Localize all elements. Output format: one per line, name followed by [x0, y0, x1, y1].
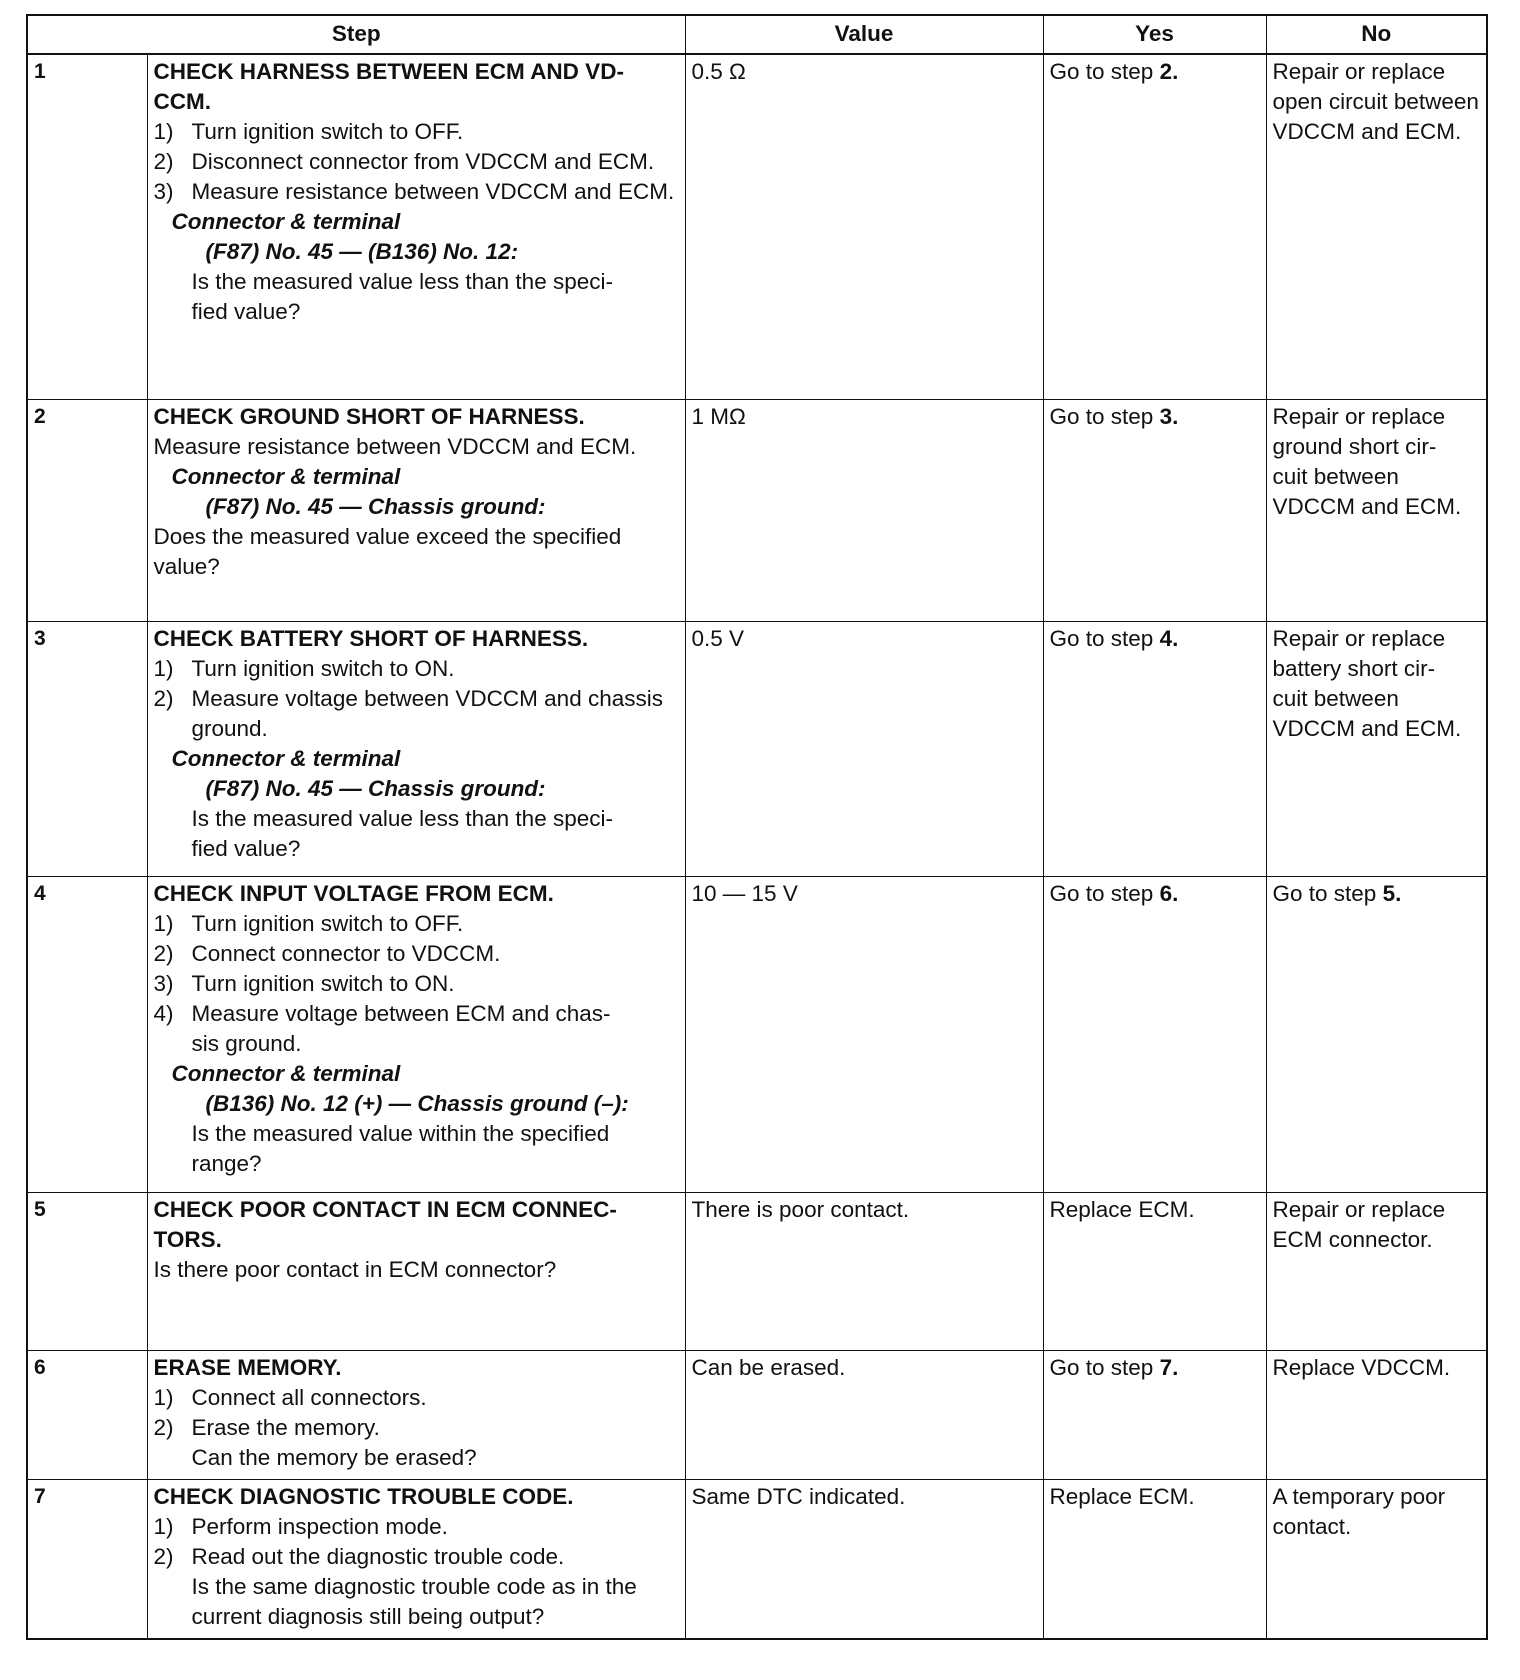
yes-text: Go to step [1049, 59, 1160, 84]
substep [154, 147, 679, 177]
substep-number: 1) [153, 655, 174, 681]
value-cell: 10 — 15 V [685, 876, 1043, 1192]
no-cell: A temporary poor contact. [1266, 1479, 1487, 1639]
header-step: Step [27, 15, 685, 54]
substep-text: Erase the memory. [191, 1414, 380, 1440]
yes-cell: Replace ECM. [1043, 1192, 1266, 1350]
substep [154, 654, 679, 684]
no-step-number: 5. [1382, 880, 1402, 906]
step-content [147, 1479, 685, 1639]
no-cell [1266, 876, 1487, 1192]
header-no: No [1266, 15, 1487, 54]
table-row-step-1 [27, 54, 1487, 399]
connector-terminal-value: (F87) No. 45 — (B136) No. 12: [205, 239, 519, 264]
connector-label: Connector & terminal [171, 209, 401, 234]
substep-number: 1) [153, 1384, 174, 1410]
step-title: CHECK BATTERY SHORT OF HARNESS. [153, 625, 589, 651]
no-cell: Repair or replace ECM connector. [1266, 1192, 1487, 1350]
yes-text: Go to step [1049, 403, 1160, 429]
substep-text: Perform inspection mode. [191, 1513, 448, 1539]
substep [154, 999, 679, 1059]
step-question: Is the same diagnostic trouble code as in the current diagnosis still being output? [191, 1573, 644, 1629]
connector-terminal-value: (B136) No. 12 (+) — Chassis ground (–): [205, 1090, 629, 1116]
step-title: CHECK DIAGNOSTIC TROUBLE CODE. [153, 1483, 574, 1509]
step-question: Does the measured value exceed the specified value? [153, 523, 628, 579]
connector-label: Connector & terminal [171, 745, 401, 771]
step-question: Is the measured value within the specified range? [191, 1120, 616, 1176]
step-content [147, 1192, 685, 1350]
yes-text: Go to step [1049, 625, 1160, 651]
substep-text: Connect all connectors. [191, 1384, 427, 1410]
substep-number: 3) [153, 970, 174, 996]
table-row-step-4 [27, 876, 1487, 1192]
substep-number: 2) [153, 1414, 174, 1440]
substep-number: 2) [153, 149, 174, 174]
connector-label: Connector & terminal [171, 463, 401, 489]
no-cell: Repair or replace ground short cir- cuit between VDCCM and ECM. [1266, 399, 1487, 621]
step-question: Is there poor contact in ECM connector? [153, 1256, 557, 1282]
step-title: CHECK INPUT VOLTAGE FROM ECM. [153, 880, 554, 906]
value-cell: 0.5 V [685, 621, 1043, 876]
connector-label: Connector & terminal [171, 1060, 401, 1086]
yes-step-number: 6. [1159, 880, 1179, 906]
substep [154, 684, 679, 744]
substep-number: 1) [153, 1513, 174, 1539]
substep-text: Disconnect connector from VDCCM and ECM. [191, 149, 655, 174]
value-cell: 0.5 Ω [685, 54, 1043, 399]
header-row [27, 15, 1487, 54]
substep [154, 1383, 679, 1413]
substep-text: Turn ignition switch to OFF. [191, 119, 464, 144]
no-cell: Replace VDCCM. [1266, 1350, 1487, 1479]
substep-text: Measure voltage between VDCCM and chassis ground. [191, 685, 670, 741]
step-number: 4 [27, 876, 147, 1192]
substep-number: 2) [153, 940, 174, 966]
step-title: CHECK HARNESS BETWEEN ECM AND VD- CCM. [153, 59, 624, 114]
step-content [147, 621, 685, 876]
substep-text: Measure voltage between ECM and chas- sis ground. [191, 1000, 611, 1056]
value-cell: There is poor contact. [685, 1192, 1043, 1350]
yes-step-number: 7. [1159, 1354, 1179, 1380]
yes-cell: Replace ECM. [1043, 1479, 1266, 1639]
yes-step-number: 4. [1159, 625, 1179, 651]
step-number: 3 [27, 621, 147, 876]
step-content [147, 54, 685, 399]
substep-text: Read out the diagnostic trouble code. [191, 1543, 565, 1569]
step-content [147, 1350, 685, 1479]
step-question: Is the measured value less than the speci- fied value? [191, 805, 613, 861]
substep-number: 1) [153, 119, 174, 144]
substep-number: 2) [153, 685, 174, 711]
step-number: 1 [27, 54, 147, 399]
no-cell: Repair or replace battery short cir- cuit between VDCCM and ECM. [1266, 621, 1487, 876]
substep-number: 1) [153, 910, 174, 936]
substep-text: Measure resistance between VDCCM and ECM. [191, 179, 675, 204]
substep [154, 939, 679, 969]
step-title: ERASE MEMORY. [153, 1354, 342, 1380]
substep-number: 2) [153, 1543, 174, 1569]
step-number: 5 [27, 1192, 147, 1350]
substep [154, 969, 679, 999]
yes-cell [1043, 876, 1266, 1192]
table-row-step-6 [27, 1350, 1487, 1479]
substep [154, 1512, 679, 1542]
step-question: Can the memory be erased? [191, 1444, 477, 1470]
step-content [147, 399, 685, 621]
yes-text: Go to step [1049, 1354, 1160, 1380]
step-number: 7 [27, 1479, 147, 1639]
yes-step-number: 2. [1159, 59, 1179, 84]
value-cell: Can be erased. [685, 1350, 1043, 1479]
yes-cell [1043, 54, 1266, 399]
value-cell: Same DTC indicated. [685, 1479, 1043, 1639]
substep-number: 3) [153, 179, 174, 204]
no-cell: Repair or replace open circuit between VDCCM and ECM. [1266, 54, 1487, 399]
yes-cell [1043, 621, 1266, 876]
diagnostic-procedure-table [26, 14, 1488, 1640]
connector-terminal-value: (F87) No. 45 — Chassis ground: [205, 493, 546, 519]
header-value: Value [685, 15, 1043, 54]
step-instruction: Measure resistance between VDCCM and ECM. [153, 433, 637, 459]
no-text: Go to step [1272, 880, 1383, 906]
table-row-step-7 [27, 1479, 1487, 1639]
step-content [147, 876, 685, 1192]
step-question: Is the measured value less than the speci- fied value? [191, 269, 613, 324]
step-number: 6 [27, 1350, 147, 1479]
substep [154, 117, 679, 147]
yes-cell [1043, 399, 1266, 621]
substep-number: 4) [153, 1000, 174, 1026]
value-cell: 1 MΩ [685, 399, 1043, 621]
substep [154, 1413, 679, 1443]
substep-text: Connect connector to VDCCM. [191, 940, 501, 966]
substep [154, 909, 679, 939]
table-row-step-2 [27, 399, 1487, 621]
table-row-step-3 [27, 621, 1487, 876]
connector-terminal-value: (F87) No. 45 — Chassis ground: [205, 775, 546, 801]
step-number: 2 [27, 399, 147, 621]
yes-text: Go to step [1049, 880, 1160, 906]
diagnostic-table-sheet [26, 14, 1486, 1640]
substep-text: Turn ignition switch to ON. [191, 970, 455, 996]
table-row-step-5 [27, 1192, 1487, 1350]
header-yes: Yes [1043, 15, 1266, 54]
substep-text: Turn ignition switch to OFF. [191, 910, 464, 936]
substep-text: Turn ignition switch to ON. [191, 655, 455, 681]
step-title: CHECK GROUND SHORT OF HARNESS. [153, 403, 585, 429]
yes-cell [1043, 1350, 1266, 1479]
step-title: CHECK POOR CONTACT IN ECM CONNEC- TORS. [153, 1196, 617, 1252]
substep [154, 1542, 679, 1572]
substep [154, 177, 679, 207]
yes-step-number: 3. [1159, 403, 1179, 429]
